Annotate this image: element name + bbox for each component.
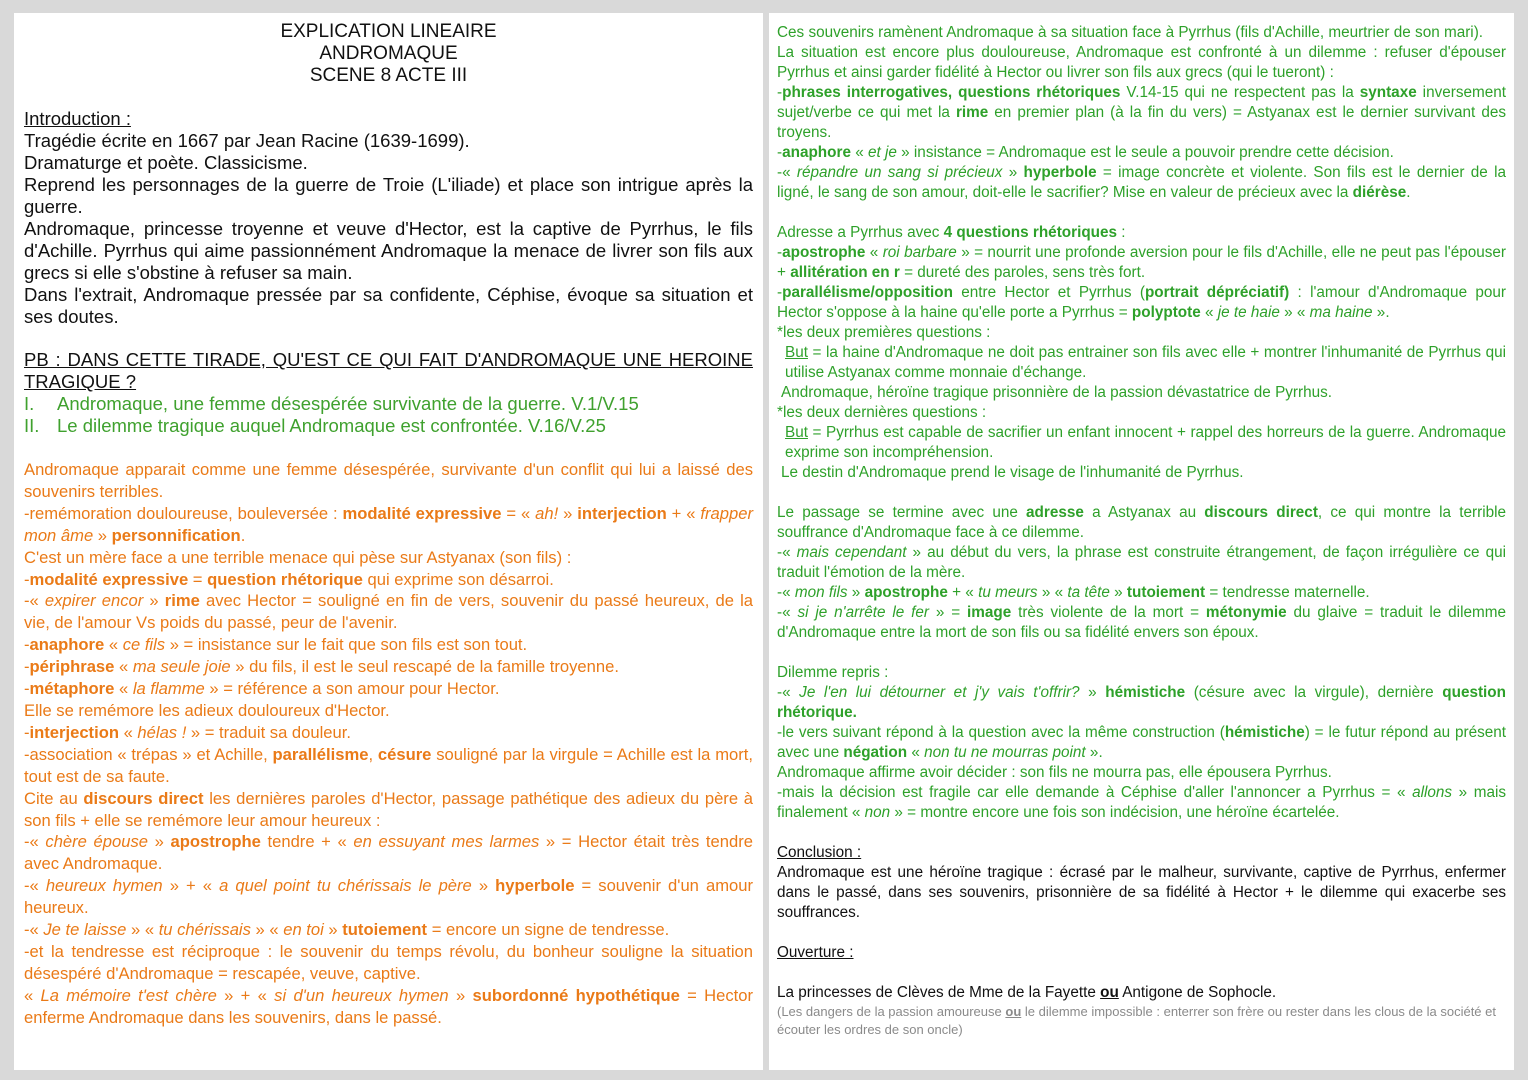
text-span: »: [1002, 164, 1024, 181]
text-span: ,: [368, 744, 378, 764]
text-span: a quel point tu chérissais le père: [219, 876, 472, 896]
analysis-line: [24, 788, 753, 832]
text-span: tu meurs: [978, 584, 1038, 601]
text-span: hémistiche: [1105, 684, 1186, 701]
text-span: périphrase: [29, 657, 115, 677]
text-span: » «: [1037, 584, 1068, 601]
text-span: -: [24, 657, 30, 677]
text-span: » «: [1279, 304, 1310, 321]
ouverture-text: [777, 983, 1506, 1003]
analysis-line: [777, 163, 1506, 203]
text-span: césure: [377, 744, 432, 764]
text-span: » = référence a son amour pour Hector.: [204, 679, 500, 699]
text-span: hémistiche: [1224, 724, 1305, 741]
text-span: » = insistance sur le fait que son fils est son tout.: [165, 635, 528, 655]
text-span: -: [777, 284, 783, 301]
text-span: subordonné hypothétique: [472, 985, 680, 1005]
text-span: je te haie: [1217, 304, 1280, 321]
text-span: = tendresse maternelle.: [1205, 584, 1370, 601]
text-span: -: [24, 722, 30, 742]
text-span: » «: [126, 920, 159, 940]
analysis-line: *les deux premières questions :: [777, 324, 991, 341]
text-span: » du fils, il est le seul rescapé de la famille troyenne.: [230, 657, 619, 677]
plan-num: I.: [24, 393, 35, 414]
text-span: non tu ne mourras point: [924, 744, 1086, 761]
text-span: si je n'arrête le fer: [797, 604, 929, 621]
text-span: » + «: [216, 985, 275, 1005]
analysis-line: [24, 985, 753, 1029]
text-span: souligné par la virgule = Achille est la mort, tout est de sa faute.: [24, 744, 753, 786]
plan-item: [24, 415, 753, 437]
text-span: »: [323, 920, 343, 940]
analysis-line: [777, 343, 1506, 383]
text-span: La princesses de Clèves de Mme de la Fayette: [777, 984, 1101, 1001]
text-span: syntaxe: [1359, 84, 1417, 101]
analysis-line: Andromaque apparait comme une femme désespérée, survivante d'un conflit qui lui a laissé des souvenirs terribles.: [24, 460, 753, 501]
text-span: -association « trépas » et Achille,: [24, 744, 273, 764]
text-span: ce fils: [122, 635, 166, 655]
analysis-line: [777, 423, 1506, 463]
analysis-line: [777, 723, 1506, 763]
text-span: ah!: [535, 503, 559, 523]
analysis-line: [24, 634, 753, 656]
text-span: rime: [955, 104, 989, 121]
text-span: » insistance = Andromaque est le seule a pouvoir prendre cette décision.: [896, 144, 1394, 161]
text-span: »: [1079, 684, 1106, 701]
text-span: parallélisme/opposition: [782, 284, 953, 301]
text-span: = dureté des paroles, sens très fort.: [899, 264, 1146, 281]
text-span: si d'un heureux hymen: [274, 985, 449, 1005]
text-span: inversement sujet/verbe ce qui met la: [777, 84, 1506, 121]
text-span: » = traduit sa douleur.: [186, 722, 351, 742]
conclusion-section: [777, 843, 1506, 923]
analysis-line: [24, 678, 753, 700]
plan: [24, 393, 753, 437]
text-span: But: [785, 344, 808, 361]
text-span: discours direct: [1204, 504, 1318, 521]
text-span: anaphore: [782, 144, 851, 161]
text-span: -«: [777, 584, 795, 601]
text-span: -: [777, 144, 783, 161]
text-span: La mémoire t'est chère: [40, 985, 217, 1005]
text-span: =: [188, 569, 208, 589]
text-span: personnification: [111, 525, 241, 545]
text-span: -«: [24, 832, 46, 852]
text-span: mon fils: [794, 584, 848, 601]
text-span: hyperbole: [495, 876, 575, 896]
intro-line: Dramaturge et poète. Classicisme.: [24, 152, 308, 173]
intro-line: Tragédie écrite en 1667 par Jean Racine (1639-1699).: [24, 130, 470, 151]
text-span: portrait dépréciatif): [1144, 284, 1290, 301]
document-sheet: [14, 13, 1514, 1070]
text-span: image: [967, 604, 1012, 621]
text-span: en essuyant mes larmes: [353, 832, 540, 852]
problematique: PB : DANS CETTE TIRADE, QU'EST CE QUI FAIT D'ANDROMAQUE UNE HEROINE TRAGIQUE ?: [24, 349, 753, 392]
text-span: -le vers suivant répond à la question avec la même construction (: [777, 724, 1225, 741]
analysis-line: Le destin d'Andromaque prend le visage de l'inhumanité de Pyrrhus.: [781, 464, 1244, 481]
text-span: -«: [777, 684, 800, 701]
ouverture-section: [777, 943, 1506, 1003]
text-span: = Hector enferme Andromaque dans les souvenirs, dans le passé.: [24, 985, 753, 1027]
text-span: qui exprime son désarroi.: [362, 569, 554, 589]
text-span: + «: [666, 503, 701, 523]
title-line-3: SCENE 8 ACTE III: [309, 65, 468, 86]
text-span: apostrophe: [864, 584, 948, 601]
text-span: du glaive = traduit le dilemme d'Andromaque entre la mort de son fils ou sa fidélité envers son époux.: [777, 604, 1506, 641]
text-span: «: [865, 244, 883, 261]
text-span: «: [850, 144, 868, 161]
text-span: -«: [24, 591, 45, 611]
text-span: chère épouse: [45, 832, 148, 852]
text-span: question rhétorique.: [777, 684, 1507, 721]
text-span: -: [777, 84, 783, 101]
analysis-line: [777, 503, 1506, 543]
analysis-line: Dilemme repris :: [777, 664, 889, 681]
left-column: [14, 13, 763, 1070]
text-span: apostrophe: [782, 244, 866, 261]
text-span: en toi: [283, 920, 324, 940]
analysis-line: [24, 919, 753, 941]
text-span: la flamme: [132, 679, 205, 699]
text-span: avec Hector = souligné en fin de vers, souvenir du passé heureux, de la vie, de l'amour Vs poids du passé, peur de l'avenir.: [24, 591, 754, 633]
text-span: heureux hymen: [45, 876, 163, 896]
text-span: roi barbare: [882, 244, 957, 261]
text-span: -«: [777, 544, 797, 561]
text-span: »: [93, 525, 112, 545]
text-span: «: [104, 635, 123, 655]
text-span: non: [864, 804, 891, 821]
text-span: 4 questions rhétoriques: [943, 224, 1118, 241]
text-span: »: [1109, 584, 1127, 601]
text-span: ) = le futur répond au présent avec une: [777, 724, 1507, 761]
text-span: «: [1200, 304, 1218, 321]
text-span: Antigone de Sophocle.: [1118, 984, 1277, 1001]
text-span: interjection: [29, 722, 119, 742]
text-span: (Les dangers de la passion amoureuse: [777, 1004, 1006, 1019]
text-span: ou: [1005, 1004, 1022, 1019]
text-span: a Astyanax au: [1083, 504, 1205, 521]
text-span: .: [1406, 184, 1411, 201]
text-span: «: [114, 657, 133, 677]
text-span: (césure avec la virgule), dernière: [1185, 684, 1443, 701]
analysis-line: [777, 543, 1506, 583]
analysis-line: [24, 831, 753, 875]
text-span: mais cependant: [796, 544, 907, 561]
text-span: question rhétorique: [207, 569, 363, 589]
analysis-line: [777, 143, 1506, 163]
text-span: »: [847, 584, 865, 601]
text-span: en premier plan (à la fin du vers) = Astyanax est le dernier survivant des troyens.: [777, 104, 1506, 141]
analysis-line: [777, 583, 1506, 603]
text-span: discours direct: [83, 788, 204, 808]
text-span: négation: [843, 744, 908, 761]
text-span: «: [24, 985, 41, 1005]
text-span: But: [785, 424, 808, 441]
text-span: entre Hector et Pyrrhus (: [952, 284, 1145, 301]
right-column: [769, 13, 1514, 1070]
text-span: »: [558, 503, 578, 523]
text-span: «: [907, 744, 925, 761]
text-span: hélas !: [137, 722, 187, 742]
text-span: tutoiement: [1126, 584, 1206, 601]
title-line-1: EXPLICATION LINEAIRE: [280, 21, 497, 42]
part1-analysis: [24, 459, 753, 1029]
text-span: anaphore: [29, 635, 105, 655]
title-line-2: ANDROMAQUE: [319, 43, 458, 64]
text-span: -«: [777, 604, 798, 621]
intro-line: Andromaque, princesse troyenne et veuve d'Hector, est la captive de Pyrrhus, le fils d'Achille. Pyrrhus qui aime passionnément Andromaque la menace de livrer son fils aux grecs si elle s'obstine à refuser sa main.: [24, 218, 753, 283]
plan-text: Andromaque, une femme désespérée survivante de la guerre. V.1/V.15: [57, 393, 639, 414]
text-span: adresse: [1026, 504, 1084, 521]
text-span: » + «: [162, 876, 220, 896]
text-span: ou: [1100, 984, 1119, 1001]
analysis-line: C'est un mère face a une terrible menace qui pèse sur Astyanax (son fils) :: [24, 547, 572, 567]
text-span: ».: [1372, 304, 1390, 321]
text-span: rime: [164, 591, 200, 611]
text-span: : l'amour d'Andromaque pour Hector s'oppose à la haine qu'elle porte a Pyrrhus =: [777, 284, 1506, 321]
text-span: les dernières paroles d'Hector, passage pathétique des adieux du père à son fils + elle se remémore leur amour heureux :: [24, 788, 754, 830]
plan-text: Le dilemme tragique auquel Andromaque est confrontée. V.16/V.25: [57, 415, 606, 436]
text-span: -mais la décision est fragile car elle demande à Céphise d'aller l'annoncer a Pyrrhus = «: [777, 784, 1413, 801]
text-span: métaphore: [29, 679, 115, 699]
text-span: répandre un sang si précieux: [796, 164, 1003, 181]
text-span: ta tête: [1067, 584, 1110, 601]
text-span: modalité expressive: [342, 503, 502, 523]
plan-num: II.: [24, 415, 40, 436]
text-span: «: [118, 722, 138, 742]
text-span: Cite au: [24, 788, 84, 808]
analysis-line: [777, 603, 1506, 643]
text-span: »: [147, 832, 171, 852]
text-span: métonymie: [1205, 604, 1287, 621]
analysis-line: [24, 744, 753, 788]
text-span: V.14-15 qui ne respectent pas la: [1120, 84, 1360, 101]
text-span: hyperbole: [1023, 164, 1097, 181]
text-span: Je l'en lui détourner et j'y vais t'offrir?: [799, 684, 1080, 701]
text-span: modalité expressive: [29, 569, 189, 589]
text-span: » = montre encore une fois son indécision, une héroïne écartelée.: [890, 804, 1340, 821]
analysis-line: *les deux dernières questions :: [777, 404, 987, 421]
text-span: :: [1117, 224, 1126, 241]
text-span: »: [448, 985, 473, 1005]
ouverture-note: [777, 1003, 1506, 1039]
text-span: très violente de la mort =: [1011, 604, 1206, 621]
text-span: ma haine: [1309, 304, 1373, 321]
analysis-line: [24, 875, 753, 919]
analysis-line: [24, 722, 753, 744]
text-span: = Pyrrhus est capable de sacrifier un enfant innocent + rappel des horreurs de la guerre. Andromaque exprime son incompréhension.: [785, 424, 1506, 461]
analysis-line: [777, 683, 1506, 723]
conclusion-heading: Conclusion :: [777, 844, 862, 861]
ouverture-heading: Ouverture :: [777, 944, 854, 961]
text-span: ».: [1085, 744, 1103, 761]
text-span: = «: [501, 503, 536, 523]
text-span: » «: [250, 920, 284, 940]
text-span: »: [143, 591, 165, 611]
analysis-line: Ces souvenirs ramènent Andromaque à sa situation face à Pyrrhus (fils d'Achille, meurtrier de son mari).: [777, 24, 1484, 41]
text-span: -: [24, 569, 30, 589]
analysis-line: [777, 283, 1506, 323]
part2-analysis: [777, 23, 1506, 823]
text-span: »: [471, 876, 496, 896]
text-span: -: [777, 244, 783, 261]
text-span: » mais finalement «: [777, 784, 1506, 821]
intro-line: Dans l'extrait, Andromaque pressée par sa confidente, Céphise, évoque sa situation et ses doutes.: [24, 284, 753, 327]
text-span: » =: [929, 604, 968, 621]
intro-heading: Introduction :: [24, 108, 131, 129]
analysis-line: [24, 590, 753, 634]
analysis-line: [24, 656, 753, 678]
analysis-line: Elle se remémore les adieux douloureux d'Hector.: [24, 700, 390, 720]
conclusion-text: Andromaque est une héroïne tragique : écrasé par le malheur, survivante, captive de Pyrrhus, enfermer dans le passé, dans ses souvenirs, prisonnière de sa fidélité à Hector + le dilemme qui exacerbe ses souffrances.: [777, 864, 1506, 921]
text-span: -remémoration douloureuse, bouleversée :: [24, 503, 343, 523]
analysis-line: La situation est encore plus douloureuse, Andromaque est confronté à un dilemme : refuser d'épouser Pyrrhus et ainsi garder fidélité à Hector ou livrer son fils aux grecs (qui le tueront) :: [777, 44, 1506, 81]
text-span: et je: [867, 144, 897, 161]
text-span: le dilemme impossible : enterrer son frère ou rester dans les clous de la société et écouter les ordres de son oncle): [777, 1004, 1496, 1037]
text-span: -«: [24, 876, 46, 896]
text-span: = la haine d'Andromaque ne doit pas entrainer son fils avec elle + montrer l'inhumanité de Pyrrhus qui utilise Astyanax comme monnaie d'échange.: [785, 344, 1506, 381]
text-span: , ce qui montre la terrible souffrance d'Andromaque face à ce dilemme.: [777, 504, 1507, 541]
text-span: Je te laisse: [43, 920, 127, 940]
text-span: diérèse: [1352, 184, 1407, 201]
text-span: = souvenir d'un amour heureux.: [24, 876, 754, 918]
analysis-line: [777, 783, 1506, 823]
analysis-line: [24, 569, 753, 591]
text-span: tendre + «: [260, 832, 354, 852]
text-span: Adresse a Pyrrhus avec: [777, 224, 944, 241]
text-span: phrases interrogatives, questions rhétoriques: [782, 84, 1121, 101]
analysis-line: Andromaque affirme avoir décider : son fils ne mourra pas, elle épousera Pyrrhus.: [777, 764, 1332, 781]
text-span: = image concrète et violente. Son fils est le dernier de la ligné, le sang de son amour, doit-elle le sacrifier? Mise en valeur de précieux avec la: [777, 164, 1506, 201]
text-span: » = Hector était très tendre avec Andromaque.: [24, 832, 753, 874]
text-span: -: [24, 679, 30, 699]
analysis-line: [777, 83, 1506, 143]
text-span: -: [24, 635, 30, 655]
text-span: = encore un signe de tendresse.: [427, 920, 670, 940]
text-span: » = nourrit une profonde aversion pour le fils d'Achille, elle ne peut pas l'épouser +: [777, 244, 1506, 281]
text-span: tutoiement: [342, 920, 428, 940]
text-span: ma seule joie: [132, 657, 231, 677]
text-span: allitération en r: [790, 264, 900, 281]
analysis-line: [777, 223, 1506, 243]
text-span: apostrophe: [170, 832, 261, 852]
analysis-line: [24, 503, 753, 547]
text-span: tu chérissais: [158, 920, 251, 940]
text-span: allons: [1412, 784, 1453, 801]
analysis-line: Andromaque, héroïne tragique prisonnière de la passion dévastatrice de Pyrrhus.: [781, 384, 1333, 401]
text-span: «: [114, 679, 133, 699]
plan-item: [24, 393, 753, 415]
analysis-line: -et la tendresse est réciproque : le souvenir du temps révolu, du bonheur souligne la situation désespéré d'Andromaque = rescapée, veuve, captive.: [24, 941, 753, 983]
text-span: » au début du vers, la phrase est construite étrangement, de façon irrégulière ce qui traduit l'émotion de la mère.: [777, 544, 1506, 581]
text-span: + «: [947, 584, 979, 601]
text-span: parallélisme: [272, 744, 369, 764]
analysis-line: [777, 243, 1506, 283]
text-span: -«: [777, 164, 797, 181]
text-span: Le passage se termine avec une: [777, 504, 1027, 521]
text-span: expirer encor: [44, 591, 144, 611]
text-span: polyptote: [1131, 304, 1201, 321]
text-span: .: [240, 525, 246, 545]
text-span: interjection: [577, 503, 667, 523]
text-span: -«: [24, 920, 44, 940]
text-span: frapper mon âme: [24, 503, 753, 545]
intro-line: Reprend les personnages de la guerre de Troie (L'iliade) et place son intrigue après la guerre.: [24, 174, 753, 217]
